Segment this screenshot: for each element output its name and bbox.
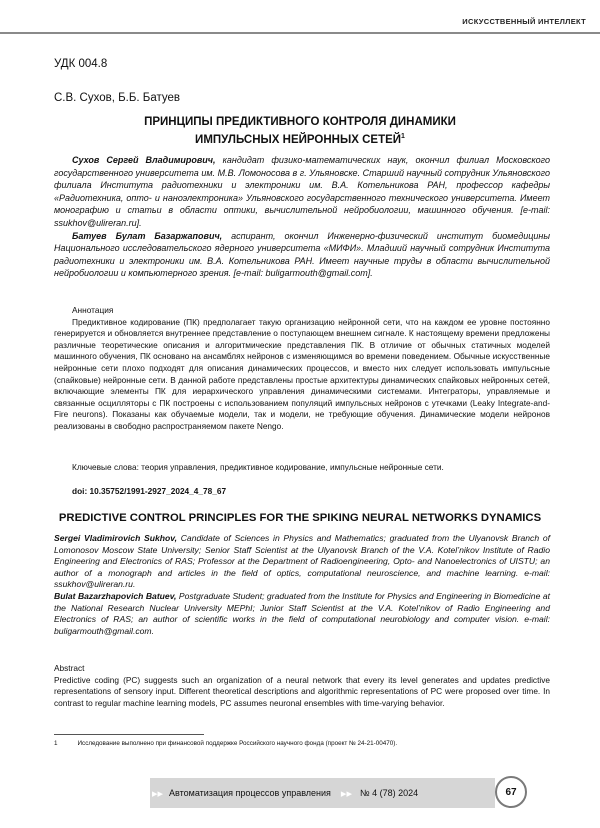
bio-ru-2: Батуев Булат Базаржапович, аспирант, окончил Инженерно-физический институт биомедицины Национального исследовательского ядерного университета «МИФИ». Младший научный сотрудник Института радиотехники и электроники им. В.А. Котельникова РАН. Имеет научные труды в области вычислительной нейробиологии и компьютерного зрения. [e-mail: buligarmouth@gmail.com].	[54, 230, 551, 279]
footnote-mark: 1	[401, 132, 405, 140]
abstract-en-text: Predictive coding (PC) suggests such an organization of a neural network that every its level generates and updates predictive representations of sensory input. Different theoretical descriptions and algorithmic representations of PC were proposed over time. In contrast to regular machine learning models, PC assumes neuronal ensembles with time-varying behavior.	[54, 675, 550, 708]
abstract-en-heading: Abstract	[54, 663, 85, 673]
bio-en-2: Bulat Bazarzhapovich Batuev, Postgraduate Student; graduated from the Institute for Physics and Engineering in Biomedicine at the National Research Nuclear University MEPhI; Junior Staff Scientist at the V.A. Kotel’nikov of Radio Engineering and Electronics of RAS; an author of scientific works in the field of computational neurobiology and computer vision. e-mail: buligarmouth@gmail.com.	[54, 590, 550, 636]
abstract-ru	[54, 305, 550, 433]
doi-link[interactable]: doi: 10.35752/1991-2927_2024_4_78_67	[72, 486, 227, 496]
arrow-right-icon: ▸▸	[340, 787, 352, 800]
abstract-ru-text: Предиктивное кодирование (ПК) предполагает такую организацию нейронной сети, что на каждом ее уровне постоянно генерируется и обновляется внутреннее представление о поступающем внешнем сигнале. К настоящему времени предложены различные теоретические описания и алгоритмические представления ПК. В отличие от обычных статичных моделей машинного обучения, ПК основано на ансамблях нейронов с изменяющимся во времени поведением. Обычные искусственные нейронные сети плохо подходят для описания динамических процессов, и вместо них следует использовать импульсные (спайковые) нейронные сети. В данной работе представлены простые архитектуры динамических спайковых нейронных сетей, включающие элементы ПК для иерархического управления динамическими системами. Интеграторы, управляемые и связанные осцилляторы с ПК построены с использованием популяций импульсных нейронов с утечками (Leaky Integrate-and-Fire neurons). Показаны как обучаемые модели, так и модели, не требующие обучения. Динамические модели нейронов реализованы в свободно распространяемом пакете Nengo.	[54, 316, 550, 431]
footnote-text: Исследование выполнено при финансовой поддержке Российского научного фонда (проект № 24-21-00470).	[77, 740, 398, 747]
keywords-ru: Ключевые слова: теория управления, предиктивное кодирование, импульсные нейронные сети.	[72, 462, 444, 472]
footnote-number: 1	[54, 740, 58, 747]
udk-code: УДК 004.8	[54, 58, 108, 70]
author-bios-ru	[54, 154, 550, 280]
russian-title-line1: ПРИНЦИПЫ ПРЕДИКТИВНОГО КОНТРОЛЯ ДИНАМИКИ	[144, 116, 456, 128]
page-number: 67	[495, 776, 527, 808]
author-bios-en	[54, 533, 550, 637]
footer	[150, 778, 495, 808]
footnote-rule	[54, 734, 204, 735]
header-rule	[0, 32, 600, 34]
footnote	[54, 740, 397, 747]
authors-line: С.В. Сухов, Б.Б. Батуев	[54, 92, 181, 104]
abstract-ru-heading: Аннотация	[72, 305, 114, 315]
journal-name: Автоматизация процессов управления	[169, 788, 331, 798]
russian-title-line2: ИМПУЛЬСНЫХ НЕЙРОННЫХ СЕТЕЙ$^1$	[195, 132, 405, 146]
russian-title	[0, 115, 600, 147]
running-header	[462, 11, 586, 31]
bio-en-1: Sergei Vladimirovich Sukhov, Candidate of Sciences in Physics and Mathematics; graduated from the Ulyanovsk Branch of Lomonosov Moscow State University; Senior Staff Scientist at the Ulyanovsk Branch of the V.A. Kotel’nikov Institute of Radio Engineering and Electronics of RAS; Professor at the Department of Radioengineering, Opto- and Nanoelectronics of UISTU; an author of a monograph and articles in the field of optics, computational neuroscience, and machine learning. e-mail: ssukhov@ulireran.ru.	[54, 533, 550, 590]
bio-ru-1: Сухов Сергей Владимирович, кандидат физико-математических наук, окончил филиал Московского государственного университета им. М.В. Ломоносова в г. Ульяновске. Старший научный сотрудник Ульяновского филиала Института радиотехники и электроники им. В.А. Котельникова РАН, профессор кафедры «Радиотехника, опто- и наноэлектроника» Ульяновского государственного технического университета. Имеет монографию и статьи в области оптики, вычислительной нейробиологии, машинного обучения. [e-mail: ssukhov@ulireran.ru].	[54, 155, 550, 228]
issue-number: № 4 (78) 2024	[359, 788, 419, 798]
section-title: ИСКУССТВЕННЫЙ ИНТЕЛЛЕКТ	[462, 16, 586, 26]
english-title: PREDICTIVE CONTROL PRINCIPLES FOR THE SPIKING NEURAL NETWORKS DYNAMICS	[58, 512, 542, 524]
arrow-right-icon: ▸▸	[152, 787, 164, 800]
